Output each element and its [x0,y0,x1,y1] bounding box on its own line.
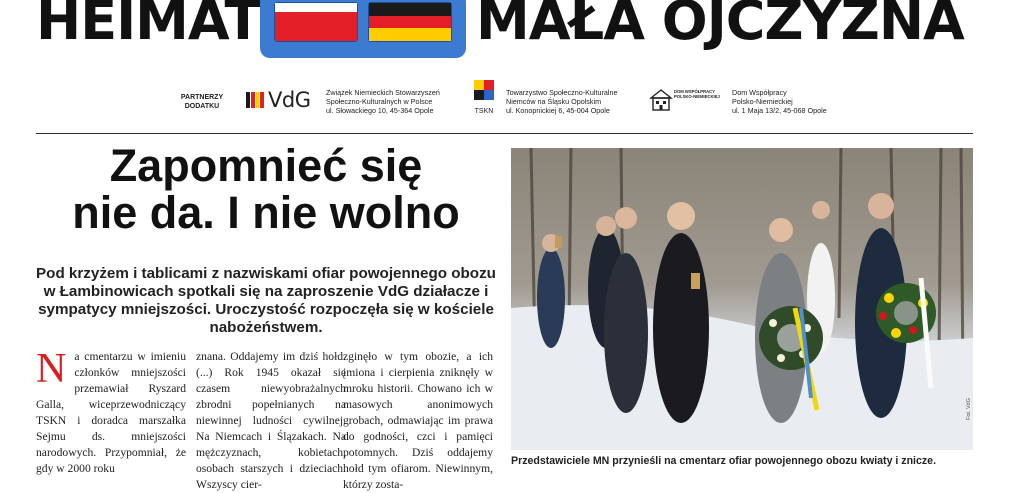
article-headline [36,142,496,236]
partner-info-dwpn [732,88,827,116]
vdg-logo-text: VdG [268,88,311,112]
dwpn-logo[interactable] [650,86,726,116]
tskn-mark-icon [474,80,494,102]
tskn-logo-text: TSKN [474,108,494,115]
vdg-address: ul. Słowackiego 10, 45-364 Opole [326,106,434,116]
vdg-stripes-icon [246,92,264,108]
tskn-address: ul. Konopnickiej 6, 45-004 Opole [506,106,610,116]
dwpn-logo-text: DOM WSPÓŁPRACY POLSKO-NIEMIECKIEJ [674,89,720,99]
poland-flag-icon [274,2,358,42]
flag-badge [260,0,466,58]
tskn-name-line2: Niemców na Śląsku Opolskim [506,97,602,107]
header-divider [36,133,973,134]
article-column-2: znana. Oddajemy im dziś hołd. (...) Rok 1945 okazał się czasem niewyobrażalnych zbrodni popełnianych na niewinnej ludności cywilnej. Na Niemcach i Ślązakach. Na mężczyznach, kobietach, osobach starszych i dzieciach. Wszyscy cier- [196,350,346,491]
masthead-title-mala-ojczyzna: MAŁA OJCZYZNA [476,0,964,52]
house-icon [650,88,672,112]
tskn-name-line1: Towarzystwo Społeczno-Kulturalne [506,88,618,97]
dwpn-name-line2: Polsko-Niemieckiej [732,97,793,107]
photo-illustration [511,148,973,450]
column-1-text: a cmentarzu w imieniu członków mniejszości przemawiał Ryszard Galla, wiceprzewodniczący TSKN i doradca marszałka Sejmu ds. mniejszości narodowych. Przypomniał, że gdy w 2000 roku [36,350,186,475]
partner-info-vdg [326,88,440,116]
dropcap: N [36,346,67,392]
germany-flag-icon [368,2,452,42]
photo-credit: Fot. VdG [966,397,972,420]
tskn-logo[interactable] [470,80,498,120]
article-column-1 [36,346,186,480]
headline-line2: nie da. I nie wolno [72,187,460,238]
article-lead: Pod krzyżem i tablicami z nazwiskami ofiar powojennego obozu w Łambinowicach spotkali się na zaproszenie VdG działacze i sympatycy mniejszości. Uroczystość rozpoczęła się w kościele nabożeństwem. [36,265,496,336]
article-photo[interactable] [511,148,973,450]
photo-caption: Przedstawiciele MN przynieśli na cmentarz ofiar powojennego obozu kwiaty i znicze. [511,455,937,467]
headline-line1: Zapomnieć się [109,140,423,191]
partner-info-tskn [506,88,617,116]
dwpn-name-line1: Dom Współpracy [732,88,787,97]
masthead-title-heimat: HEIMAT [36,0,261,52]
vdg-name-line1: Związek Niemieckich Stowarzyszeń [326,88,440,97]
vdg-logo[interactable] [246,89,310,111]
dwpn-address: ul. 1 Maja 13/2, 45-068 Opole [732,106,827,116]
partners-label: PARTNERZY DODATKU [180,94,224,110]
article-column-3: zginęło w tym obozie, a ich imiona i cierpienia zniknęły w mroku historii. Chowano ich w masowych anonimowych grobach, odmawiając im prawa do godności, czci i pamięci potomnych. Dziś oddajemy hołd tym ofiarom. Niewinnym, którzy zosta- [343,350,493,491]
vdg-name-line2: Społeczno-Kulturalnych w Polsce [326,97,433,107]
